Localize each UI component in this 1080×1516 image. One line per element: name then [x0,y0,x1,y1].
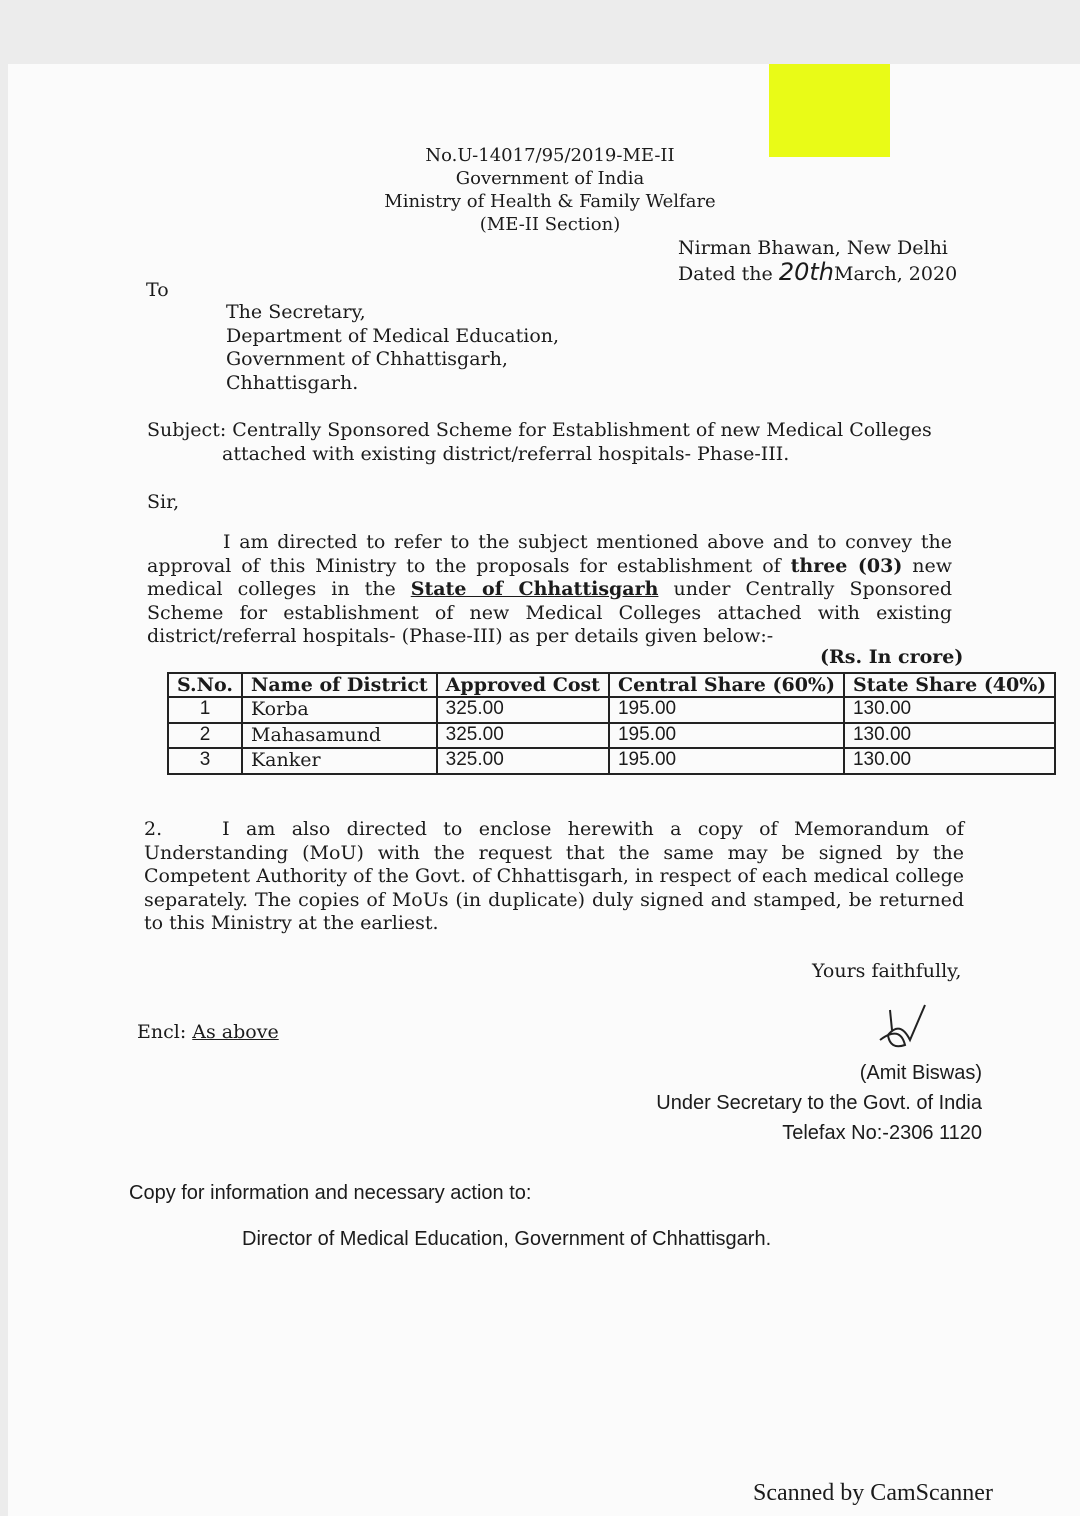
section-name: (ME-II Section) [479,214,621,235]
enclosure-value: As above [192,1021,279,1043]
copy-label: Copy for information and necessary action to: [129,1182,532,1204]
enclosure: Encl: As above [137,1021,279,1043]
date-line: Dated the 20thMarch, 2020 [678,257,958,286]
signatory-telefax: Telefax No:-2306 1120 [782,1122,982,1144]
recipient-address: The Secretary, Department of Medical Education, Government of Chhattisgarh, Chhattisgarh. [226,301,560,394]
place-date [678,237,958,286]
table-row: 3 Kanker 325.00 195.00 130.00 [168,748,1055,774]
camscanner-watermark: Scanned by CamScanner [753,1480,993,1506]
handwritten-date: 20th [778,257,834,286]
paragraph-1: I am directed to refer to the subject mentioned above and to convey the approval of this Ministry to the proposals for establishment of three (03) new medical colleges in the State of Chhattisgarh under Centrally Sponsored Scheme for establishment of new Medical Colleges attached with existing district/referral hospitals- (Phase-III) as per details given below:- [147,531,952,647]
table-row: 2 Mahasamund 325.00 195.00 130.00 [168,723,1055,749]
paragraph-2: 2. I am also directed to enclose herewith a copy of Memorandum of Understanding (MoU) with the request that the same may be signed by the Competent Authority of the Govt. of Chhattisgarh, in respect of each medical college separately. The copies of MoUs (in duplicate) duly signed and stamped, be returned to this Ministry at the earliest. [144,818,964,934]
salutation: Sir, [147,491,180,513]
table-unit: (Rs. In crore) [820,646,964,668]
to-label: To [146,279,169,301]
reference-number: No.U-14017/95/2019-ME-II [425,145,675,166]
signatory-designation: Under Secretary to the Govt. of India [656,1092,982,1114]
copy-recipient: Director of Medical Education, Government of Chhattisgarh. [242,1228,772,1250]
ministry-name: Ministry of Health & Family Welfare [384,191,716,212]
signatory [600,1058,982,1148]
table-header-row: S.No. Name of District Approved Cost Central Share (60%) State Share (40%) [168,673,1055,697]
subject: Subject: Centrally Sponsored Scheme for Establishment of new Medical Colleges attached with existing district/referral hospitals- Phase-III. [147,419,932,465]
signature-icon [870,1000,940,1055]
govt-name: Government of India [455,168,645,189]
table-row: 1 Korba 325.00 195.00 130.00 [168,697,1055,723]
closing: Yours faithfully, [812,960,962,982]
signatory-name: (Amit Biswas) [859,1062,982,1084]
colleges-table [167,672,1056,775]
sticky-note [769,64,890,157]
place: Nirman Bhawan, New Delhi [678,237,948,259]
letterhead [360,144,740,236]
